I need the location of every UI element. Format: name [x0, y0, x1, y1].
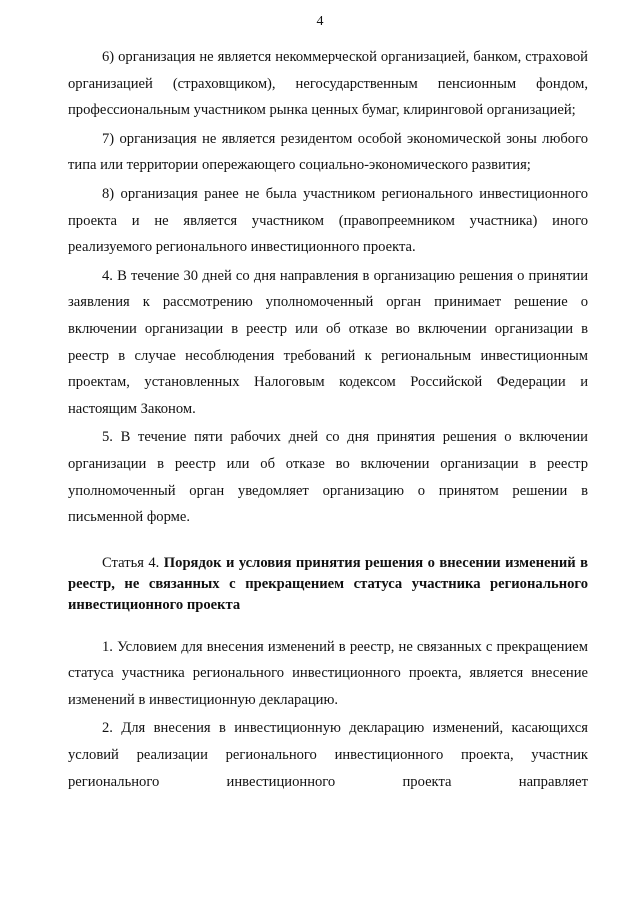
article-clause-1: 1. Условием для внесения изменений в реестр, не связанных с прекращением статуса участника регионального инвестиционного проекта, является внесение изменений в инвестиционную декларацию. — [68, 638, 588, 708]
article-number: Статья 4. — [102, 554, 160, 571]
article-heading — [68, 553, 588, 616]
paragraph-item-7: 7) организация не является резидентом особой экономической зоны любого типа или территории опережающего социально-экономического развития; — [68, 130, 588, 174]
article-title: Порядок и условия принятия решения о внесении изменений в реестр, не связанных с прекращением статуса участника регионального инвестиционного проекта — [68, 554, 589, 613]
article-clause-2: 2. Для внесения в инвестиционную декларацию изменений, касающихся условий реализации регионального инвестиционного проекта, участник регионального инвестиционного проекта направляет — [68, 720, 588, 790]
document-body — [68, 44, 588, 797]
paragraph-clause-5: 5. В течение пяти рабочих дней со дня принятия решения о включении организации в реестр или об отказе во включении организации в реестр уполномоченный орган уведомляет организацию о принятом решении в письменной форме. — [68, 429, 588, 526]
paragraph-clause-4: 4. В течение 30 дней со дня направления в организацию решения о принятии заявления к рассмотрению уполномоченный орган принимает решение о включении организации в реестр или об отказе во включении организации в реестр в случае несоблюдения требований к региональным инвестиционным проектам, установленных Налоговым кодексом Российской Федерации и настоящим Законом. — [68, 267, 588, 417]
paragraph-item-6: 6) организация не является некоммерческой организацией, банком, страховой организацией (страховщиком), негосударственным пенсионным фондом, профессиональным участником рынка ценных бумаг, клиринговой организацией; — [68, 49, 588, 119]
page-number: 4 — [316, 14, 324, 29]
paragraph-item-8: 8) организация ранее не была участником регионального инвестиционного проекта и не является участником (правопреемником участника) иного реализуемого регионального инвестиционного проекта. — [68, 185, 588, 256]
